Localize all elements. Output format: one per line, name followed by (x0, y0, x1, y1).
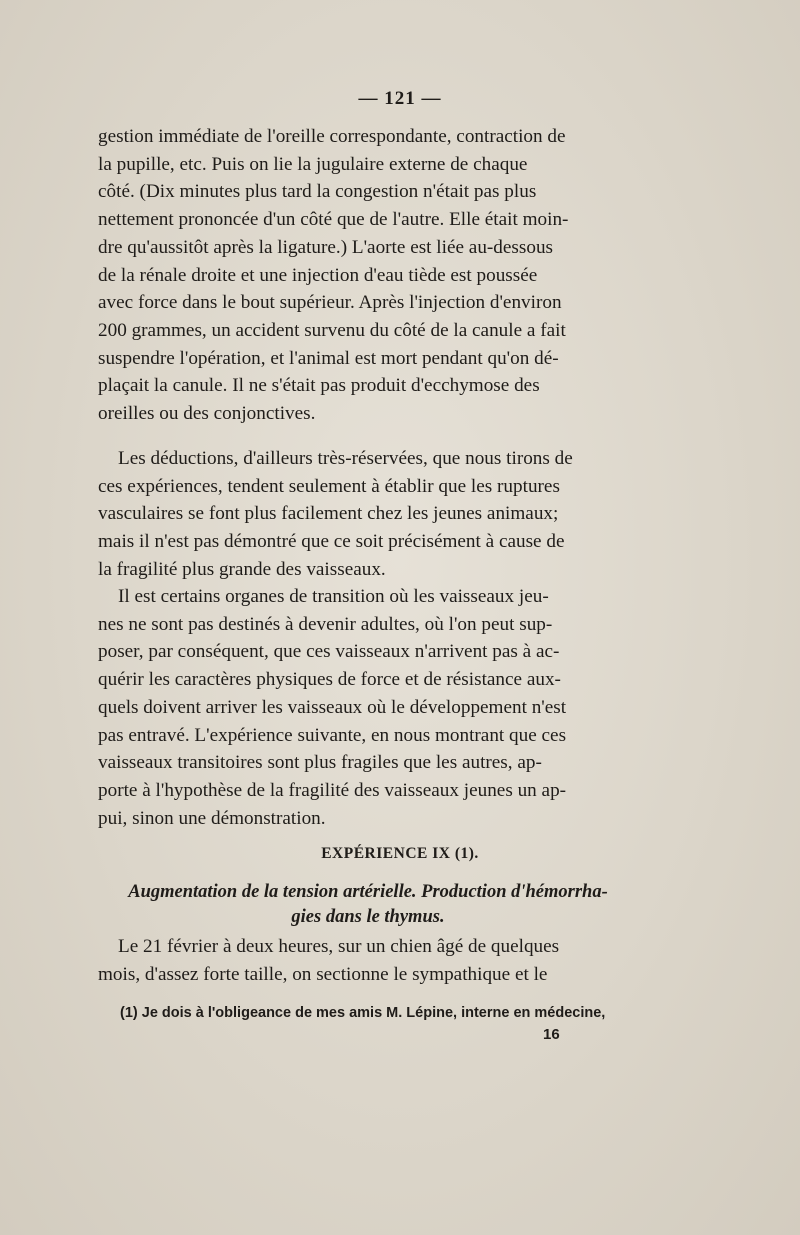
text-line: poser, par conséquent, que ces vaisseaux n'arrivent pas à ac- (98, 641, 560, 663)
text-line: mois, d'assez forte taille, on sectionne le sympathique et le (98, 963, 548, 985)
text-line: oreilles ou des conjonctives. (98, 403, 316, 425)
page-number: — 121 — (358, 88, 442, 109)
experiment-subtitle (120, 880, 616, 930)
subtitle-line: gies dans le thymus. (291, 907, 445, 927)
text-line: nes ne sont pas destinés à devenir adultes, où l'on peut sup- (98, 613, 553, 635)
subtitle-line: Augmentation de la tension artérielle. Production d'hémorrha- (128, 882, 608, 902)
text-line: côté. (Dix minutes plus tard la congestion n'était pas plus (98, 181, 537, 203)
text-line: gestion immédiate de l'oreille correspondante, contraction de (98, 126, 566, 147)
text-line: pas entravé. L'expérience suivante, en nous montrant que ces (98, 724, 567, 746)
text-line: porte à l'hypothèse de la fragilité des vaisseaux jeunes un ap- (98, 779, 567, 801)
text-line: Le 21 février à deux heures, sur un chien âgé de quelques (118, 936, 560, 957)
text-line: Les déductions, d'ailleurs très-réservées, que nous tirons de (118, 448, 573, 469)
text-line: ces expériences, tendent seulement à établir que les ruptures (98, 475, 560, 497)
text-line: plaçait la canule. Il ne s'était pas produit d'ecchymose des (98, 375, 540, 397)
signature-mark: 16 (543, 1026, 560, 1043)
text-line: quels doivent arriver les vaisseaux où le développement n'est (98, 696, 567, 718)
paragraph-2 (98, 445, 616, 584)
text-line: suspendre l'opération, et l'animal est mort pendant qu'on dé- (98, 347, 559, 369)
text-line: vaisseaux transitoires sont plus fragiles que les autres, ap- (98, 752, 542, 774)
text-line: nettement prononcée d'un côté que de l'autre. Elle était moin- (98, 209, 569, 231)
text-line: pui, sinon une démonstration. (98, 807, 326, 829)
text-line: mais il n'est pas démontré que ce soit précisément à cause de (98, 531, 565, 553)
footnote: (1) Je dois à l'obligeance de mes amis M. Lépine, interne en médecine, (120, 1005, 606, 1021)
paragraph-4 (98, 933, 616, 988)
text-line: quérir les caractères physiques de force et de résistance aux- (98, 669, 561, 691)
text-line: la fragilité plus grande des vaisseaux. (98, 558, 386, 580)
experiment-heading: EXPÉRIENCE IX (1). (321, 845, 479, 862)
text-line: 200 grammes, un accident survenu du côté de la canule a fait (98, 319, 566, 341)
text-line: Il est certains organes de transition où les vaisseaux jeu- (118, 586, 549, 607)
text-line: dre qu'aussitôt après la ligature.) L'aorte est liée au-dessous (98, 236, 554, 258)
text-line: avec force dans le bout supérieur. Après l'injection d'environ (98, 292, 562, 314)
text-line: la pupille, etc. Puis on lie la jugulaire externe de chaque (98, 153, 528, 175)
paragraph-1 (98, 123, 616, 428)
text-line: de la rénale droite et une injection d'eau tiède est poussée (98, 264, 538, 286)
text-line: vasculaires se font plus facilement chez les jeunes animaux; (98, 503, 559, 525)
paragraph-3 (98, 583, 616, 832)
